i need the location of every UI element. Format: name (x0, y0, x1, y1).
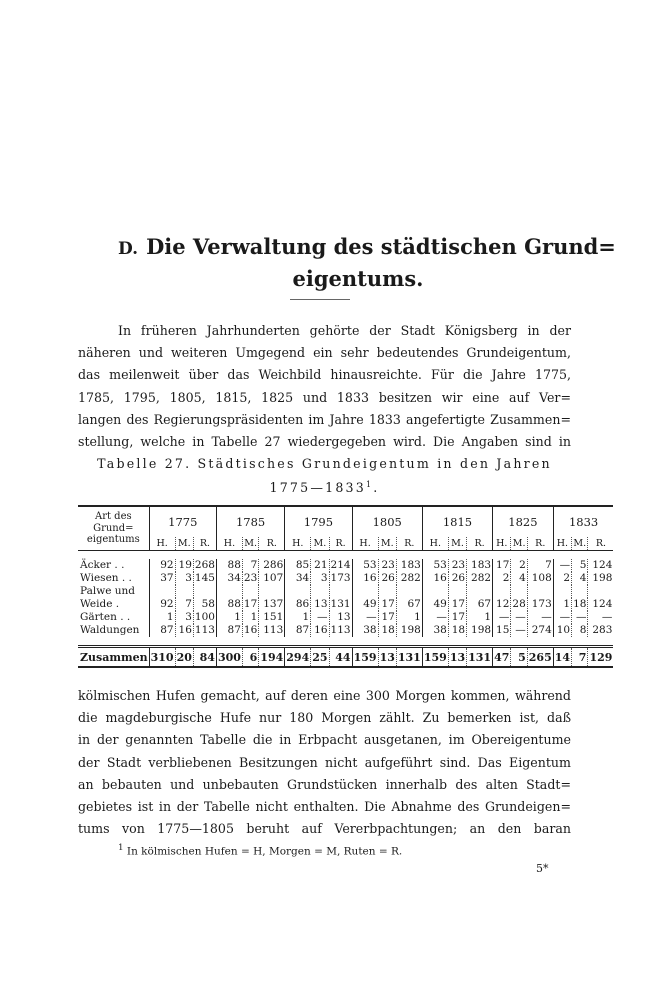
table-cell: 15 (493, 624, 511, 637)
year-header: 1785 (216, 506, 284, 537)
table-cell: 107 (259, 572, 285, 585)
table-cell: 85 (285, 559, 311, 572)
table-cell: 198 (588, 572, 613, 585)
heading-line-1: Die Verwaltung des städtischen Grund= (146, 234, 616, 259)
year-header: 1775 (149, 506, 216, 537)
table-cell: — (493, 611, 511, 624)
table-cell: 23 (243, 572, 258, 584)
paragraph-line: kölmischen Hufen gemacht, auf deren eine 300 Morgen kommen, während (78, 688, 571, 703)
table-cell: 173 (527, 598, 553, 611)
table-cell: 183 (467, 559, 493, 572)
table-cell (352, 585, 378, 598)
heading-line-2: eigentums. (292, 266, 424, 291)
table-cell: 7 (527, 559, 553, 572)
section-letter: D. (118, 239, 139, 259)
unit-header: M. (175, 537, 193, 551)
table-cell (285, 585, 311, 598)
table-cell: 131 (330, 598, 351, 610)
page-number: 5* (536, 862, 549, 875)
table-cell: — (553, 611, 571, 624)
unit-header: M. (311, 537, 329, 551)
table-cell: 214 (330, 559, 351, 571)
table-cell: 282 (467, 572, 493, 585)
table-cell: 159 (352, 647, 378, 668)
table-cell: 1 (242, 611, 258, 624)
table-cell: 283 (588, 624, 613, 637)
category-header (78, 506, 149, 551)
table-cell: 113 (330, 624, 351, 636)
unit-header: H. (285, 537, 311, 551)
table-cell: 113 (259, 624, 285, 637)
unit-header: H. (493, 537, 511, 551)
paragraph-line: in der genannten Tabelle die in Erbpacht ausgetanen, im Obereigentume (78, 732, 571, 748)
table-unit-row (78, 537, 613, 551)
paragraph-line: die magdeburgische Hufe nur 180 Morgen zählt. Zu bemerken ist, daß (78, 710, 571, 726)
paragraph-line: 1785, 1795, 1805, 1815, 1825 und 1833 besitzen wir eine auf Ver= (78, 389, 571, 405)
table-cell: 265 (527, 647, 553, 668)
table-cell: 44 (329, 647, 352, 668)
table-cell: 92 (149, 559, 175, 572)
table-cell: 18 (448, 624, 466, 637)
table-cell: 173 (330, 572, 351, 584)
table-cell: — (422, 611, 448, 624)
table-cell: 2 (553, 572, 571, 585)
table-cell: 92 (149, 598, 175, 611)
row-label: Zusammen (78, 647, 149, 668)
year-header: 1805 (352, 506, 422, 537)
unit-header: M. (573, 538, 587, 549)
unit-header: H. (216, 537, 242, 551)
heading-rule (290, 299, 350, 300)
table-cell: 87 (216, 624, 242, 637)
table-cell (588, 585, 613, 598)
paragraph-line: In früheren Jahrhunderten gehörte der Stadt Königsberg in der (118, 323, 571, 338)
footnote (118, 843, 402, 858)
table-cell: 194 (259, 647, 285, 668)
table-cell: — (511, 611, 527, 624)
table-cell: 198 (467, 624, 493, 637)
paragraph-line: der Stadt verbliebenen Besitzungen nicht aufgeführt sind. Das Eigentum (78, 754, 571, 770)
table-cell: — (352, 611, 378, 624)
table-caption (78, 453, 571, 498)
table-cell: 3 (175, 611, 193, 624)
caption-line-1: Tabelle 27. Städtisches Grundeigentum in den Jahren (97, 456, 552, 471)
unit-header: H. (553, 537, 571, 551)
table-cell: 28 (512, 598, 526, 610)
table-cell (448, 585, 466, 598)
table-cell: 84 (193, 647, 216, 668)
unit-header: R. (329, 537, 352, 551)
table-cell: 49 (352, 598, 378, 611)
table-cell: 53 (352, 559, 378, 572)
category-header-line: eigentums (86, 534, 140, 546)
row-label: Wiesen . . (80, 572, 132, 584)
table-cell (216, 585, 242, 598)
table-cell (329, 585, 352, 598)
section-heading (118, 232, 616, 294)
table-cell: — (311, 611, 329, 624)
table-cell (467, 585, 493, 598)
unit-header: R. (527, 537, 553, 551)
table-cell: 3 (311, 572, 329, 585)
paragraph-line: stellung, welche in Tabelle 27 wiedergegeben wird. Die Angaben sind in (78, 433, 571, 449)
row-label: Weide . (80, 598, 120, 610)
table-cell: 2 (511, 559, 527, 572)
table-cell (311, 585, 329, 598)
table-cell: 4 (511, 572, 527, 585)
unit-header: M. (378, 537, 396, 551)
footnote-mark: 1 (118, 843, 124, 853)
table-cell: 16 (422, 572, 448, 585)
table-cell: 21 (311, 559, 329, 572)
year-header: 1795 (285, 506, 352, 537)
unit-header: R. (259, 537, 285, 551)
table-cell: 113 (194, 624, 215, 636)
unit-header: M. (244, 538, 257, 549)
paragraph-line: das meilenweit über das Weichbild hinausreichte. Für die Jahre 1775, (78, 367, 571, 383)
table-cell: — (527, 611, 553, 624)
unit-header: H. (352, 537, 378, 551)
unit-header: R. (467, 537, 493, 551)
table-cell: 34 (285, 572, 311, 585)
paragraph-line: an bebauten und unbebauten Grundstücken innerhalb des alten Stadt= (78, 776, 571, 792)
table-cell: 1 (553, 598, 571, 611)
table-cell: 1 (396, 611, 422, 624)
table-cell: 16 (311, 624, 329, 637)
paragraph-line: langen des Regierungspräsidenten im Jahre 1833 angefertigte Zusammen= (78, 411, 571, 427)
table-cell: 131 (467, 647, 493, 668)
table-cell: 20 (175, 647, 193, 668)
table-cell: 34 (216, 572, 242, 585)
table-cell: 17 (448, 598, 466, 611)
table-cell: 124 (588, 598, 613, 611)
table-cell: 13 (311, 598, 329, 611)
table-cell: — (572, 611, 588, 624)
table-cell: 19 (175, 559, 193, 572)
table-cell: 124 (588, 559, 613, 572)
table-cell (193, 585, 216, 598)
table-cell: 38 (352, 624, 378, 637)
table-cell: 151 (259, 611, 285, 624)
table-cell: 310 (149, 647, 175, 668)
unit-header: R. (193, 537, 216, 551)
table-cell (511, 585, 527, 598)
table-cell: 86 (285, 598, 311, 611)
table-cell: 282 (396, 572, 422, 585)
table-cell: 183 (396, 559, 422, 572)
table-spacer (78, 637, 613, 647)
table-cell: 88 (216, 598, 242, 611)
table-cell: 1 (467, 611, 493, 624)
table-cell (259, 585, 285, 598)
table-cell: 7 (242, 559, 258, 572)
table-cell: — (511, 624, 527, 637)
table-row (78, 624, 613, 637)
category-header-line: Art des (94, 511, 132, 523)
table-cell (527, 585, 553, 598)
unit-header: R. (396, 537, 422, 551)
unit-header: H. (422, 537, 448, 551)
table-cell: 23 (378, 559, 396, 572)
table-cell: 16 (175, 624, 193, 637)
year-header: 1815 (422, 506, 492, 537)
table-cell: 5 (572, 559, 588, 572)
table-cell: 67 (467, 598, 493, 611)
table-cell: 1 (216, 611, 242, 624)
table-cell: 7 (572, 647, 588, 668)
category-header-line: Grund= (93, 522, 134, 534)
table-cell: 17 (243, 598, 258, 610)
table-cell: 137 (259, 598, 285, 611)
table-cell: 17 (378, 598, 396, 611)
table-cell (422, 585, 448, 598)
paragraph-line: tums von 1775—1805 beruht auf Vererbpachtungen; an den baran (78, 821, 571, 837)
table-cell: 2 (493, 572, 511, 585)
table-cell: 274 (527, 624, 553, 637)
table-cell: 37 (149, 572, 175, 585)
table-cell: 38 (422, 624, 448, 637)
table-cell (493, 585, 511, 598)
table-cell: — (553, 559, 571, 572)
table-cell: 12 (493, 598, 511, 611)
table-row (78, 585, 613, 598)
table-cell: 18 (378, 624, 396, 637)
year-header: 1825 (493, 506, 554, 537)
caption-years: 1775—1833 (269, 480, 366, 496)
table-cell: 100 (194, 611, 215, 623)
table-cell: 6 (242, 647, 258, 668)
year-header: 1833 (553, 506, 613, 537)
table-cell: 8 (572, 624, 588, 637)
table-cell: 145 (194, 572, 215, 584)
land-table (78, 505, 613, 668)
paragraph-line: gebietes ist in der Tabelle nicht enthalten. Die Abnahme des Grundeigen= (78, 798, 571, 814)
table-cell: 286 (259, 559, 285, 572)
paragraph-2 (78, 685, 571, 840)
table-cell (242, 585, 258, 598)
row-label: Gärten . . (80, 611, 131, 623)
table-cell: — (588, 611, 613, 624)
table-cell (378, 585, 396, 598)
table-cell: 87 (285, 624, 311, 637)
table-cell: 13 (329, 611, 352, 624)
table-cell: 159 (422, 647, 448, 668)
table-cell: 3 (175, 572, 193, 585)
unit-header: H. (149, 537, 175, 551)
table-cell: 10 (553, 624, 571, 637)
table-cell: 17 (378, 611, 396, 624)
table-cell: 294 (285, 647, 311, 668)
row-label: Palwe und (80, 585, 135, 597)
table-cell: 300 (216, 647, 242, 668)
table-cell: 26 (378, 572, 396, 585)
table-row (78, 611, 613, 624)
caption-footnote-mark: 1 (365, 480, 374, 489)
table-cell: 7 (175, 598, 193, 611)
row-label: Äcker . . (80, 559, 125, 571)
footnote-text: In kölmischen Hufen = H, Morgen = M, Ruten = R. (126, 845, 403, 858)
table-cell: 53 (422, 559, 448, 572)
table-cell: 67 (396, 598, 422, 611)
table-cell: 5 (511, 647, 527, 668)
table-cell: 25 (311, 647, 329, 668)
table-cell: 17 (448, 611, 466, 624)
table-cell: 87 (149, 624, 175, 637)
row-label: Waldungen (80, 624, 140, 636)
table-cell: 16 (243, 624, 258, 636)
table-cell: 4 (572, 572, 588, 585)
table-cell: 131 (396, 647, 422, 668)
table-cell: 13 (448, 647, 466, 668)
table-row (78, 598, 613, 611)
table-row (78, 559, 613, 572)
table-spacer (78, 551, 613, 560)
table-cell: 129 (588, 647, 613, 668)
table-cell (175, 585, 193, 598)
table-total-row (78, 647, 613, 668)
table-cell: 16 (352, 572, 378, 585)
table-cell: 88 (216, 559, 242, 572)
table-cell: 1 (149, 611, 175, 624)
table-cell: 58 (193, 598, 216, 611)
table-cell: 18 (573, 598, 587, 610)
unit-header: R. (588, 537, 613, 551)
table-cell (396, 585, 422, 598)
table-cell (553, 585, 571, 598)
unit-header: M. (448, 537, 466, 551)
table-cell: 49 (422, 598, 448, 611)
table-cell: 268 (194, 559, 215, 571)
table-cell: 17 (493, 559, 511, 572)
paragraph-line: näheren und weiteren Umgegend ein sehr bedeutendes Grundeigentum, (78, 345, 571, 361)
table-cell: 13 (378, 647, 396, 668)
table-cell: 14 (553, 647, 571, 668)
caption-end: . (373, 480, 380, 496)
table-row (78, 572, 613, 585)
table-cell: 23 (448, 559, 466, 572)
table-cell: 198 (396, 624, 422, 637)
table-cell: 26 (448, 572, 466, 585)
table-cell: 47 (493, 647, 511, 668)
caption-line-2 (78, 474, 571, 498)
paragraph-1 (78, 320, 571, 453)
table-cell (149, 585, 175, 598)
table-cell (572, 585, 588, 598)
unit-header: M. (512, 538, 526, 549)
table-cell: 108 (527, 572, 553, 585)
table-cell: 1 (285, 611, 311, 624)
table-year-row (78, 506, 613, 537)
